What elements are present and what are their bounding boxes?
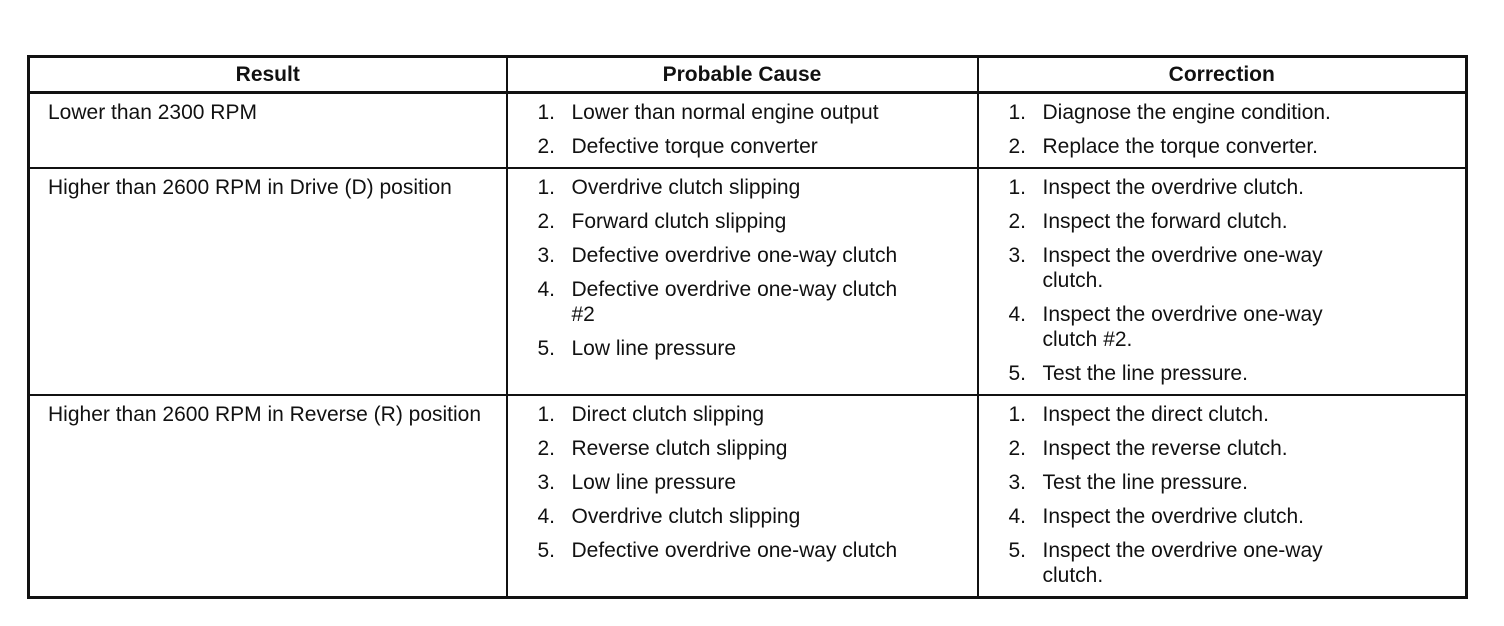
item-text: Low line pressure [571,337,737,360]
item-text: Direct clutch slipping [571,403,765,426]
item-text: Test the line pressure. [1042,471,1248,494]
item-text: Overdrive clutch slipping [571,505,801,528]
list-item [538,538,967,563]
correction-list [1009,100,1456,159]
table-row [29,395,1467,598]
item-text: Inspect the overdrive one-way clutch. [1042,539,1323,587]
item-text: Defective overdrive one-way clutch [571,539,898,562]
item-number: 2. [1008,135,1027,158]
result-text: Higher than 2600 RPM in Drive (D) position [48,176,452,199]
header-result: Result [29,57,507,93]
item-text: Test the line pressure. [1042,362,1248,385]
item-number: 5. [537,337,556,360]
table-row [29,168,1467,395]
result-cell: Lower than 2300 RPM [29,93,507,169]
correction-cell [978,168,1467,395]
list-item [538,277,967,327]
list-item [1009,470,1456,495]
item-text: Reverse clutch slipping [571,437,788,460]
header-row [29,57,1467,93]
list-item [1009,100,1456,125]
list-item [1009,209,1456,234]
item-number: 3. [537,471,556,494]
list-item [1009,504,1456,529]
cause-cell [507,168,978,395]
item-number: 3. [1008,244,1027,267]
list-item [1009,243,1456,293]
item-text: Inspect the direct clutch. [1042,403,1269,426]
item-text: Diagnose the engine condition. [1042,101,1331,124]
list-item [538,209,967,234]
list-item [538,470,967,495]
item-text: Overdrive clutch slipping [571,176,801,199]
cause-list [538,100,967,159]
item-number: 5. [1008,362,1027,385]
item-number: 3. [537,244,556,267]
item-text: Defective overdrive one-way clutch [571,244,898,267]
item-text: Inspect the forward clutch. [1042,210,1288,233]
item-number: 2. [1008,210,1027,233]
item-number: 1. [537,101,556,124]
item-text: Inspect the reverse clutch. [1042,437,1288,460]
diagnosis-table [27,55,1468,599]
item-number: 5. [537,539,556,562]
correction-list [1009,402,1456,588]
correction-list [1009,175,1456,386]
item-text: Inspect the overdrive clutch. [1042,176,1304,199]
result-cell [29,168,507,395]
list-item [1009,436,1456,461]
list-item [538,402,967,427]
correction-cell [978,93,1467,169]
list-item [538,243,967,268]
item-text: Replace the torque converter. [1042,135,1319,158]
list-item [538,436,967,461]
list-item [538,175,967,200]
item-text: Inspect the overdrive one-way clutch #2. [1042,303,1323,351]
list-item [538,100,967,125]
list-item [1009,538,1456,588]
list-item [1009,402,1456,427]
cause-list [538,175,967,361]
item-number: 1. [1008,176,1027,199]
item-number: 4. [1008,303,1027,326]
item-text: Low line pressure [571,471,737,494]
list-item [1009,361,1456,386]
cause-list [538,402,967,563]
item-number: 1. [537,176,556,199]
item-number: 4. [1008,505,1027,528]
cause-cell [507,395,978,598]
list-item [1009,134,1456,159]
item-number: 2. [537,135,556,158]
correction-cell [978,395,1467,598]
item-text: Defective overdrive one-way clutch #2 [571,278,898,326]
item-number: 3. [1008,471,1027,494]
result-text: Higher than 2600 RPM in Reverse (R) position [48,403,482,426]
cause-cell [507,93,978,169]
item-number: 2. [1008,437,1027,460]
result-cell [29,395,507,598]
item-number: 5. [1008,539,1027,562]
item-text: Inspect the overdrive one-way clutch. [1042,244,1323,292]
item-number: 1. [537,403,556,426]
list-item [538,504,967,529]
item-number: 2. [537,437,556,460]
item-text: Lower than normal engine output [571,101,879,124]
list-item [538,336,967,361]
item-number: 2. [537,210,556,233]
item-text: Inspect the overdrive clutch. [1042,505,1304,528]
header-probable-cause: Probable Cause [507,57,978,93]
item-text: Defective torque converter [571,135,818,158]
item-number: 4. [537,505,556,528]
list-item [1009,302,1456,352]
list-item [1009,175,1456,200]
item-text: Forward clutch slipping [571,210,787,233]
list-item [538,134,967,159]
table-row [29,93,1467,169]
item-number: 1. [1008,101,1027,124]
item-number: 1. [1008,403,1027,426]
item-number: 4. [537,278,556,301]
header-correction: Correction [978,57,1467,93]
